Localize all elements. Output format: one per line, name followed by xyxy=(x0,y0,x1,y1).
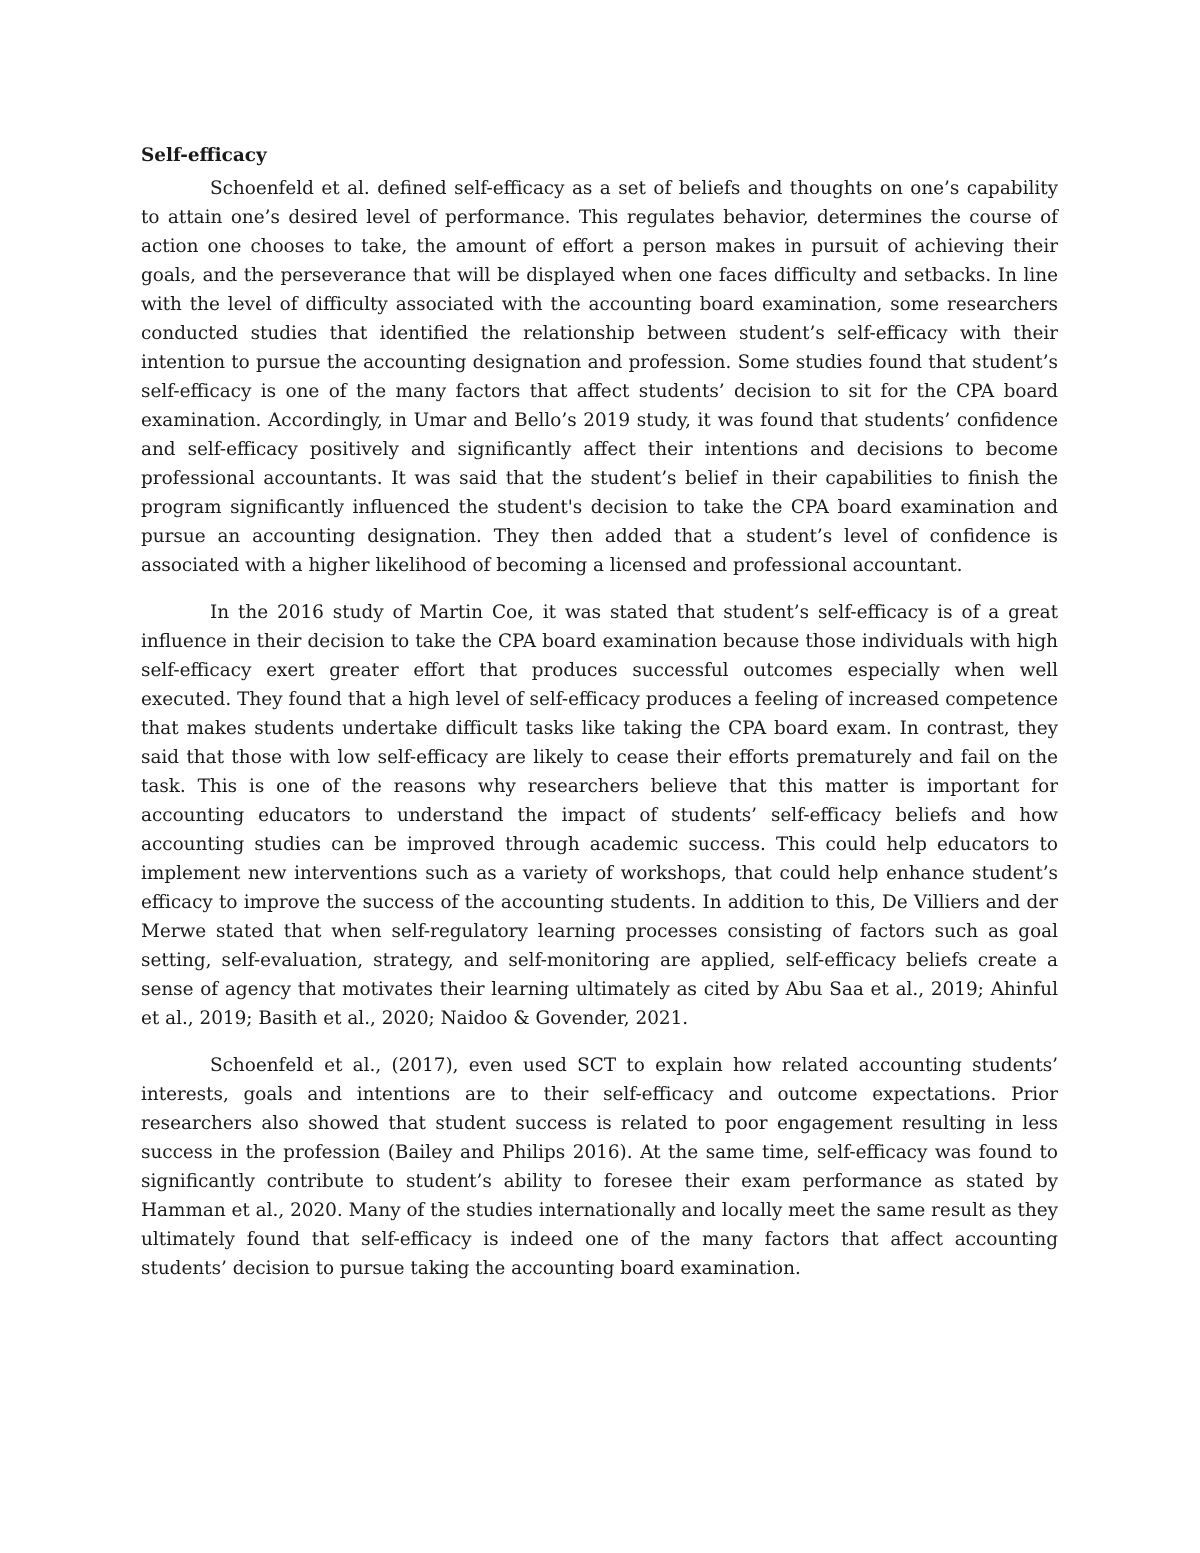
paragraph-3: Schoenfeld et al., (2017), even used SCT to explain how related accounting students’ interests, goals and intentions are to their self-efficacy and outcome expectations. Prior researchers also showed that student success is related to poor engagement resulting in less success in the profession (Bailey and Philips 2016). At the same time, self-efficacy was found to significantly contribute to student’s ability to foresee their exam performance as stated by Hamman et al., 2020. Many of the studies internationally and locally meet the same result as they ultimately found that self-efficacy is indeed one of the many factors that affect accounting students’ decision to pursue taking the accounting board examination. xyxy=(141,1055,1058,1279)
document-page xyxy=(141,138,1058,1301)
section-heading: Self-efficacy xyxy=(141,145,267,166)
paragraph-1: Schoenfeld et al. defined self-efficacy as a set of beliefs and thoughts on one’s capability to attain one’s desired level of performance. This regulates behavior, determines the course of action one chooses to take, the amount of effort a person makes in pursuit of achieving their goals, and the perseverance that will be displayed when one faces difficulty and setbacks. In line with the level of difficulty associated with the accounting board examination, some researchers conducted studies that identified the relationship between student’s self-efficacy with their intention to pursue the accounting designation and profession. Some studies found that student’s self-efficacy is one of the many factors that affect students’ decision to sit for the CPA board examination. Accordingly, in Umar and Bello’s 2019 study, it was found that students’ confidence and self-efficacy positively and significantly affect their intentions and decisions to become professional accountants. It was said that the student’s belief in their capabilities to finish the program significantly influenced the student's decision to take the CPA board examination and pursue an accounting designation. They then added that a student’s level of confidence is associated with a higher likelihood of becoming a licensed and professional accountant. xyxy=(141,178,1058,576)
paragraph-2: In the 2016 study of Martin Coe, it was stated that student’s self-efficacy is of a great influence in their decision to take the CPA board examination because those individuals with high self-efficacy exert greater effort that produces successful outcomes especially when well executed. They found that a high level of self-efficacy produces a feeling of increased competence that makes students undertake difficult tasks like taking the CPA board exam. In contrast, they said that those with low self-efficacy are likely to cease their efforts prematurely and fail on the task. This is one of the reasons why researchers believe that this matter is important for accounting educators to understand the impact of students’ self-efficacy beliefs and how accounting studies can be improved through academic success. This could help educators to implement new interventions such as a variety of workshops, that could help enhance student’s efficacy to improve the success of the accounting students. In addition to this, De Villiers and der Merwe stated that when self-regulatory learning processes consisting of factors such as goal setting, self-evaluation, strategy, and self-monitoring are applied, self-efficacy beliefs create a sense of agency that motivates their learning ultimately as cited by Abu Saa et al., 2019; Ahinful et al., 2019; Basith et al., 2020; Naidoo & Govender, 2021. xyxy=(141,602,1058,1029)
